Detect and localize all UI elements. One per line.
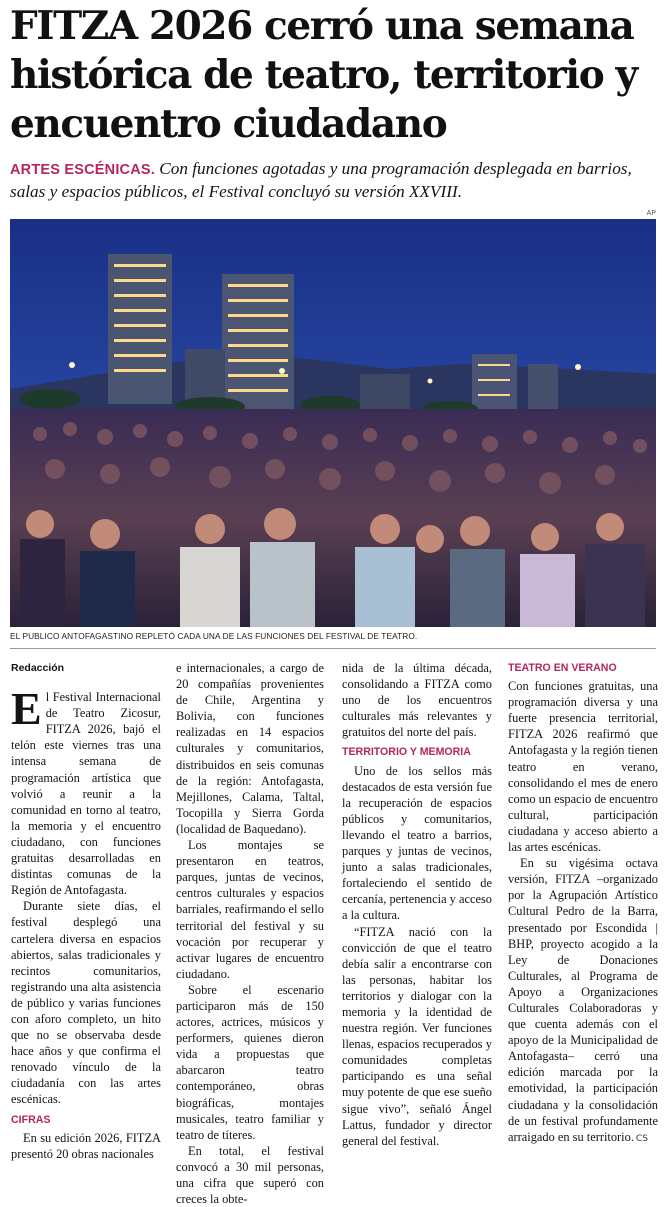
quote-paragraph: “FITZA nació con la convicción de que el teatro debía salir a encontrarse con las personas, habitar los territorios y dialogar con la memoria y la identidad de nuestra región. Ver funciones llenas, espacios recuperados y comunidades completas participando es una señal muy potente de que ese sueño sigue vivo”, señaló Ángel Lattus, fundador y director general del festival. — [342, 924, 492, 1148]
dropcap: E — [11, 683, 42, 735]
column-4 — [508, 660, 658, 1147]
lead-text: l Festival Internacional de Teatro Zicosur, FITZA 2026, bajó el telón este viernes tras una intensa semana de programación artística que volvió a reunir a la comunidad en torno al teatro, la memoria y el encuentro ciudadano, con funciones gratuitas desarrolladas en distintas comunas de la Región de Antofagasta. — [11, 690, 161, 898]
photo-caption: EL PUBLICO ANTOFAGASTINO REPLETÓ CADA UNA DE LAS FUNCIONES DEL FESTIVAL DE TEATRO. — [10, 631, 418, 641]
end-mark: CS — [635, 1133, 648, 1144]
column-2 — [176, 660, 324, 1207]
closing-paragraph — [508, 855, 658, 1147]
paragraph: Con funciones gratuitas, una programación diversa y una fuerte presencia territorial, FITZA 2026 reafirmó que Antofagasta y la región tienen teatro en verano, consolidando el mes de enero como un espacio de encuentro cultural, participación ciudadana y acceso abierto a las artes escénicas. — [508, 679, 659, 855]
lead-paragraph — [11, 683, 161, 898]
paragraph: nida de la última década, consolidando a FITZA como uno de los encuentros culturales más relevantes y gratuitos del norte del país. — [342, 661, 492, 740]
photo-illustration — [10, 219, 656, 627]
deck — [10, 158, 660, 203]
paragraph: Los montajes se presentaron en teatros, parques, juntas de vecinos, centros culturales y espacios barriales, reafirmando el sello territorial del festival y su vocación por recuperar y activar lugares de encuentro ciudadano. — [176, 838, 324, 981]
byline: Redacción — [11, 662, 65, 674]
kicker: ARTES ESCÉNICAS. — [10, 162, 155, 178]
subheading-territorio: TERRITORIO Y MEMORIA — [342, 746, 471, 759]
paragraph: Uno de los sellos más destacados de esta versión fue la recuperación de espacios públicos y comunitarios, llevando el teatro a barrios, parques y juntas de vecinos, junto a salas tradicionales, fortaleciendo el sentido de cercanía, pertenencia y acceso a la cultura. — [342, 763, 492, 923]
headline: FITZA 2026 cerró una semana histórica de teatro, territorio y encuentro ciudadano — [10, 3, 637, 147]
deck-text: Con funciones agotadas y una programación desplegada en barrios, salas y espacios públicos, el Festival concluyó su versión XXVIII. — [10, 159, 632, 201]
subheading-verano: TEATRO EN VERANO — [508, 662, 617, 674]
column-1 — [11, 660, 161, 1162]
divider — [10, 648, 656, 649]
paragraph: En total, el festival convocó a 30 mil personas, una cifra que superó con creces la obte- — [176, 1143, 324, 1207]
photo — [10, 219, 656, 627]
paragraph: En su edición 2026, FITZA presentó 20 obras nacionales — [11, 1130, 161, 1161]
column-3 — [342, 660, 492, 1149]
subheading-cifras: CIFRAS — [11, 1113, 51, 1126]
paragraph: e internacionales, a cargo de 20 compañías provenientes de Chile, Argentina y Bolivia, con funciones realizadas en 14 espacios culturales y comunitarios, distribuidos en seis comunas de la región: Antofagasta, Mejillones, Calama, Taltal, Tocopilla y Sierra Gorda (localidad de Baquedano). — [176, 661, 324, 836]
closing-text: En su vigésima octava versión, FITZA –organizado por la Agrupación Artístico Cultural Pedro de la Barra, presentado por Escondida | BHP, proyecto acogido a la Ley de Donaciones Culturales, al Programa de Apoyo a Organizaciones Culturales Colaboradoras y que cuenta además con el apoyo de la Municipalidad de Antofagasta– cerró una edición marcada por la emotividad, la participación ciudadana y la consolidación de un festival profundamente arraigado en su territorio. — [508, 856, 658, 1144]
paragraph: Durante siete días, el festival desplegó una cartelera diversa en espacios abiertos, salas tradicionales y recintos comunitarios, registrando una alta asistencia de público y varias funciones con aforo completo, un hito que no se observaba desde hace años y que confirma el renovado vínculo de la ciudadanía con las artes escénicas. — [11, 899, 161, 1107]
paragraph: Sobre el escenario participaron más de 150 actores, actrices, músicos y performers, quienes dieron vida a propuestas que abarcaron teatro contemporáneo, obras biográficas, montajes musicales, teatro familiar y teatro de títeres. — [176, 982, 324, 1142]
photo-credit: AP — [646, 210, 656, 217]
